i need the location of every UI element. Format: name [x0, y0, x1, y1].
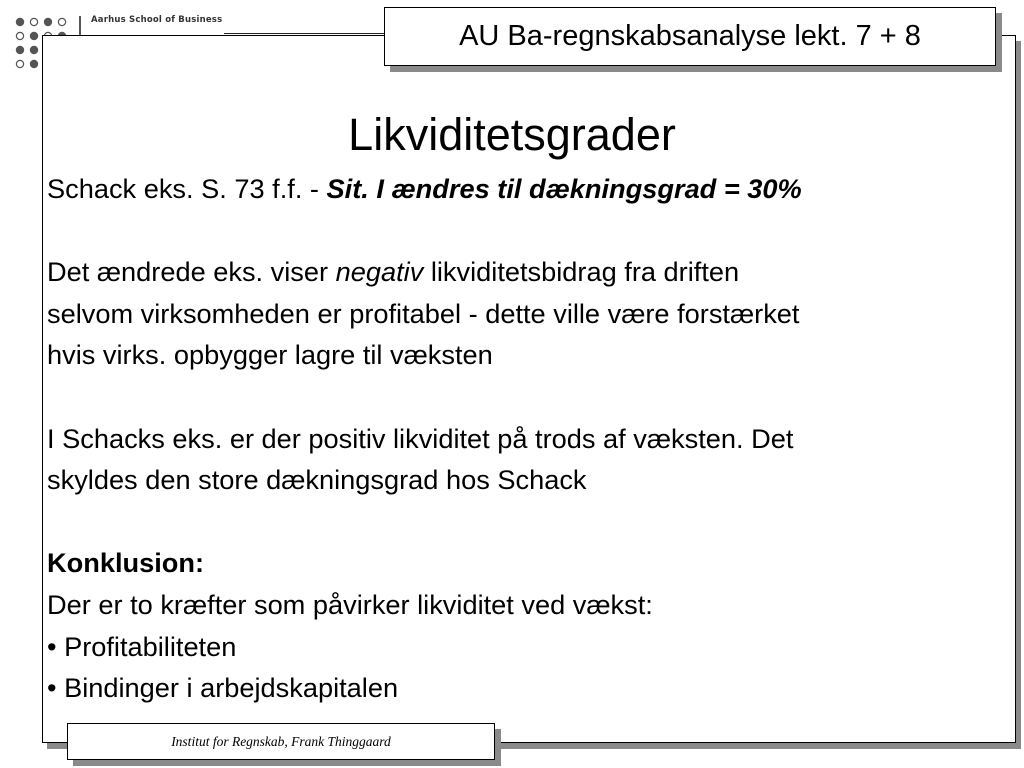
conclusion-text: Der er to kræfter som påvirker likviditet ved vækst:: [47, 588, 653, 620]
logo-english-name: Aarhus School of Business: [91, 15, 223, 25]
header-title: AU Ba-regnskabsanalyse lekt. 7 + 8: [459, 20, 921, 52]
intro-line: [47, 168, 1002, 210]
para1-prefix: Det ændrede eks. viser: [47, 256, 336, 288]
footer-text: Institut for Regnskab, Frank Thinggaard: [171, 733, 391, 749]
header-box: [384, 7, 996, 66]
paragraph-1-line-3: hvis virks. opbygger lagre til væksten: [47, 339, 493, 371]
paragraph-1-line-1: [47, 251, 1002, 293]
spacer: [47, 501, 1002, 543]
bullet-item: • Bindinger i arbejdskapitalen: [47, 672, 399, 704]
slide-body: [47, 168, 1002, 709]
para1-italic: negativ: [335, 256, 424, 288]
conclusion-heading: Konklusion:: [47, 547, 205, 579]
footer-box: [67, 723, 495, 760]
intro-emphasis: Sit. I ændres til dækningsgrad = 30%: [326, 173, 802, 204]
spacer: [47, 376, 1002, 418]
intro-prefix: Schack eks. S. 73 f.f. -: [47, 173, 327, 204]
header-rule: [224, 33, 386, 34]
paragraph-2-line-1: I Schacks eks. er der positiv likviditet på trods af væksten. Det: [47, 422, 794, 454]
paragraph-2-line-2: skyldes den store dækningsgrad hos Schack: [47, 464, 587, 496]
spacer: [47, 210, 1002, 252]
paragraph-1-line-2: selvom virksomheden er profitabel - dette ville være forstærket: [47, 297, 800, 329]
bullet-item: • Profitabiliteten: [47, 630, 237, 662]
para1-rest: likviditetsbidrag fra driften: [423, 256, 740, 288]
slide-title: Likviditetsgrader: [348, 109, 676, 160]
